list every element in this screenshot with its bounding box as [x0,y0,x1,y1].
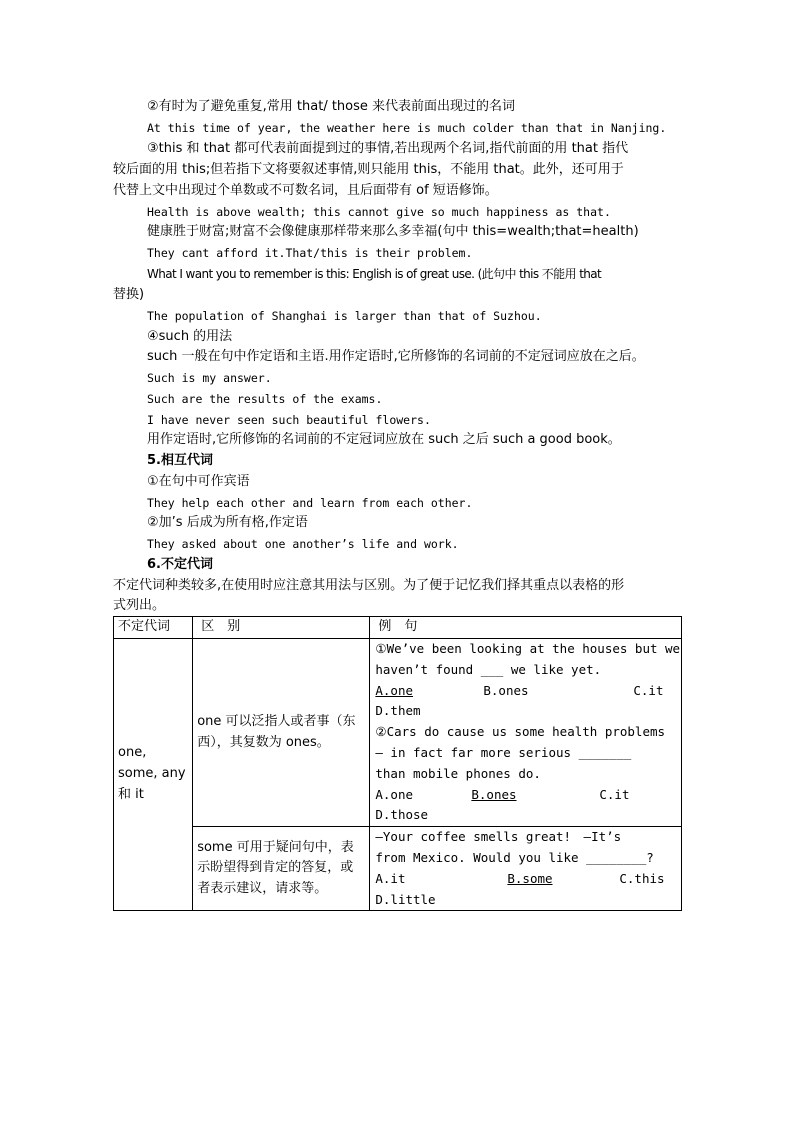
option-b: B.ones [471,786,517,802]
text-line: ②有时为了避免重复,常用 that/ those 来代表前面出现过的名词 [147,99,516,114]
question-line: haven’t found ___ we like yet. [375,661,602,677]
text-line: ②加’s 后成为所有格,作定语 [147,515,308,530]
option-row [375,869,681,890]
table-row [114,639,682,827]
text-line: What I want you to remember is this: English is of great use. (此句中 this 不能用 that [147,267,602,281]
option-c: C.this [619,870,665,886]
option-b: B.some [507,870,553,886]
option-row [375,681,681,702]
question-line: — in fact far more serious _______ [375,744,632,760]
text-line: such 一般在句中作定语和主语.用作定语时,它所修饰的名词前的不定冠词应放在之后。 [147,349,645,364]
option-d: D.them [375,703,421,719]
example-sentence: Health is above wealth; this cannot give so much happiness as that. [147,205,611,219]
text-line: 替换) [113,287,145,302]
question-line: ①We’ve been looking at the houses but we [375,641,681,656]
indefinite-pronoun-table [113,616,682,911]
example-cell [370,827,682,911]
table-header-cell: 区 别 [193,617,370,639]
example-sentence: They cant afford it.That/this is their problem. [147,246,473,260]
example-sentence: Such is my answer. [147,371,272,385]
option-a: A.one [375,786,414,802]
example-sentence: I have never seen such beautiful flowers. [147,413,431,427]
text-line: 不定代词种类较多,在使用时应注意其用法与区别。为了便于记忆我们择其重点以表格的形 [113,578,625,593]
text-line: 健康胜于财富;财富不会像健康那样带来那么多幸福(句中 this=wealth;that=health) [147,224,639,239]
option-a: A.it [375,870,406,886]
section-heading: 5.相互代词 [147,453,213,468]
example-sentence: Such are the results of the exams. [147,392,383,406]
example-sentence: At this time of year, the weather here is much colder than that in Nanjing. [147,121,667,135]
question-line: ②Cars do cause us some health problems [375,724,666,740]
example-sentence: They help each other and learn from each other. [147,496,473,510]
option-b: B.ones [483,682,529,698]
question-line: than mobile phones do. [375,765,541,781]
table-row [114,827,682,911]
distinction-cell: some 可用于疑问句中，表示盼望得到肯定的答复，或者表示建议，请求等。 [193,827,370,911]
example-sentence: They asked about one another’s life and work. [147,537,459,551]
option-c: C.it [599,786,630,802]
text-line: 较后面的用 this;但若指下文将要叙述事情,则只能用 this，不能用 that。此外，还可用于 [113,162,624,177]
option-d: D.little [375,891,436,907]
table-header-cell: 不定代词 [114,617,193,639]
text-line: 式列出。 [113,598,166,613]
section-heading: 6.不定代词 [147,557,213,572]
text-line: ①在句中可作宾语 [147,474,250,489]
option-row [375,785,681,806]
table-header-row [114,617,682,639]
option-a: A.one [375,682,414,698]
question-line: from Mexico. Would you like ________? [375,849,654,865]
text-line: 代替上文中出现过个单数或不可数名词，且后面带有 of 短语修饰。 [113,183,498,198]
text-line: 用作定语时,它所修饰的名词前的不定冠词应放在 such 之后 such a good book。 [147,432,621,447]
example-cell [370,639,682,827]
pronoun-cell: one, some, any 和 it [114,639,193,911]
distinction-cell: one 可以泛指人或者事（东西），其复数为 ones。 [193,639,370,827]
option-c: C.it [633,682,664,698]
option-d: D.those [375,807,429,823]
example-sentence: The population of Shanghai is larger than that of Suzhou. [147,309,542,323]
text-line: ④such 的用法 [147,329,233,344]
table-header-cell: 例 句 [370,617,682,639]
question-line: —Your coffee smells great! —It’s [375,829,622,845]
text-line: ③this 和 that 都可代表前面提到过的事情,若出现两个名词,指代前面的用 that 指代 [147,141,629,156]
